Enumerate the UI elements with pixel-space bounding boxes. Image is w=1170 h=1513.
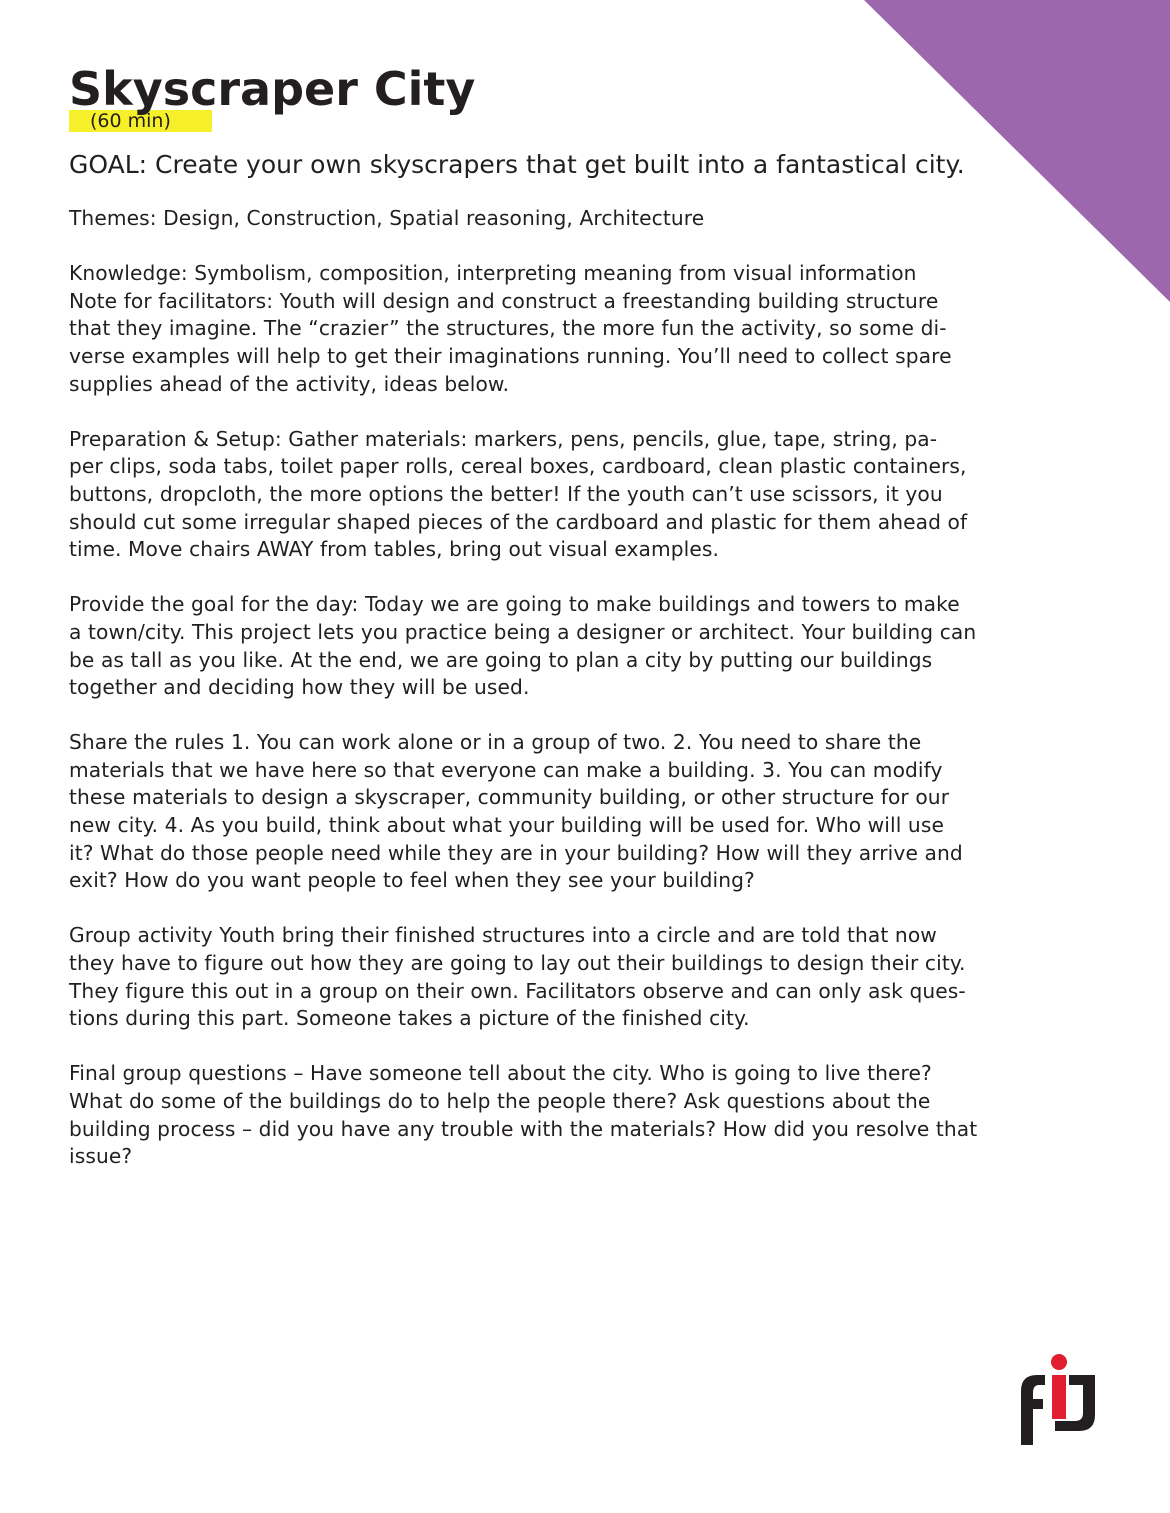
rules-paragraph: Share the rules 1. You can work alone or in a group of two. 2. You need to share the materials that we have here so that everyone can make a building. 3. You can modify these materials to design a skyscraper, community building, or other structure for our new city. 4. As you build, think about what your building will be used for. Who will use it? What do those people need while they are in your building? How will they arrive and exit? How do you want people to feel when they see your building? <box>69 730 963 893</box>
group-activity-paragraph: Group activity Youth bring their finished structures into a circle and are told that now they have to figure out how they are going to lay out their buildings to design their city. They figure this out in a group on their own. Facilitators observe and can only ask ques- tions during this part. Someone takes a picture of the finished city. <box>69 923 966 1031</box>
body-text <box>69 205 1109 1198</box>
fij-logo-icon <box>1015 1353 1097 1445</box>
document-content <box>69 62 1119 1169</box>
preparation-paragraph: Preparation & Setup: Gather materials: markers, pens, pencils, glue, tape, string, pa- per clips, soda tabs, toilet paper rolls, cereal boxes, cardboard, clean plastic containers, buttons, dropcloth, the more options the better! If the youth can’t use scissors, it you should cut some irregular shaped pieces of the cardboard and plastic for them ahead of time. Move chairs AWAY from tables, bring out visual examples. <box>69 426 968 562</box>
duration-badge: (60 min) <box>69 110 212 132</box>
page-title: Skyscraper City <box>69 62 476 116</box>
goal-for-day-paragraph: Provide the goal for the day: Today we are going to make buildings and towers to make a town/city. This project lets you practice being a designer or architect. Your building can be as tall as you like. At the end, we are going to plan a city by putting our buildings together and deciding how they will be used. <box>69 592 977 700</box>
knowledge-paragraph: Knowledge: Symbolism, composition, interpreting meaning from visual information Note for facilitators: Youth will design and construct a freestanding building structure that they imagine. The “crazier” the structures, the more fun the activity, so some di- verse examples will help to get their imaginations running. You’ll need to collect spare supplies ahead of the activity, ideas below. <box>69 261 952 396</box>
goal-statement: GOAL: Create your own skyscrapers that get built into a fantastical city. <box>69 150 965 179</box>
themes-paragraph: Themes: Design, Construction, Spatial reasoning, Architecture <box>69 206 705 230</box>
final-questions-paragraph: Final group questions – Have someone tell about the city. Who is going to live there? What do some of the buildings do to help the people there? Ask questions about the building process – did you have any trouble with the materials? How did you resolve that issue? <box>69 1061 978 1169</box>
